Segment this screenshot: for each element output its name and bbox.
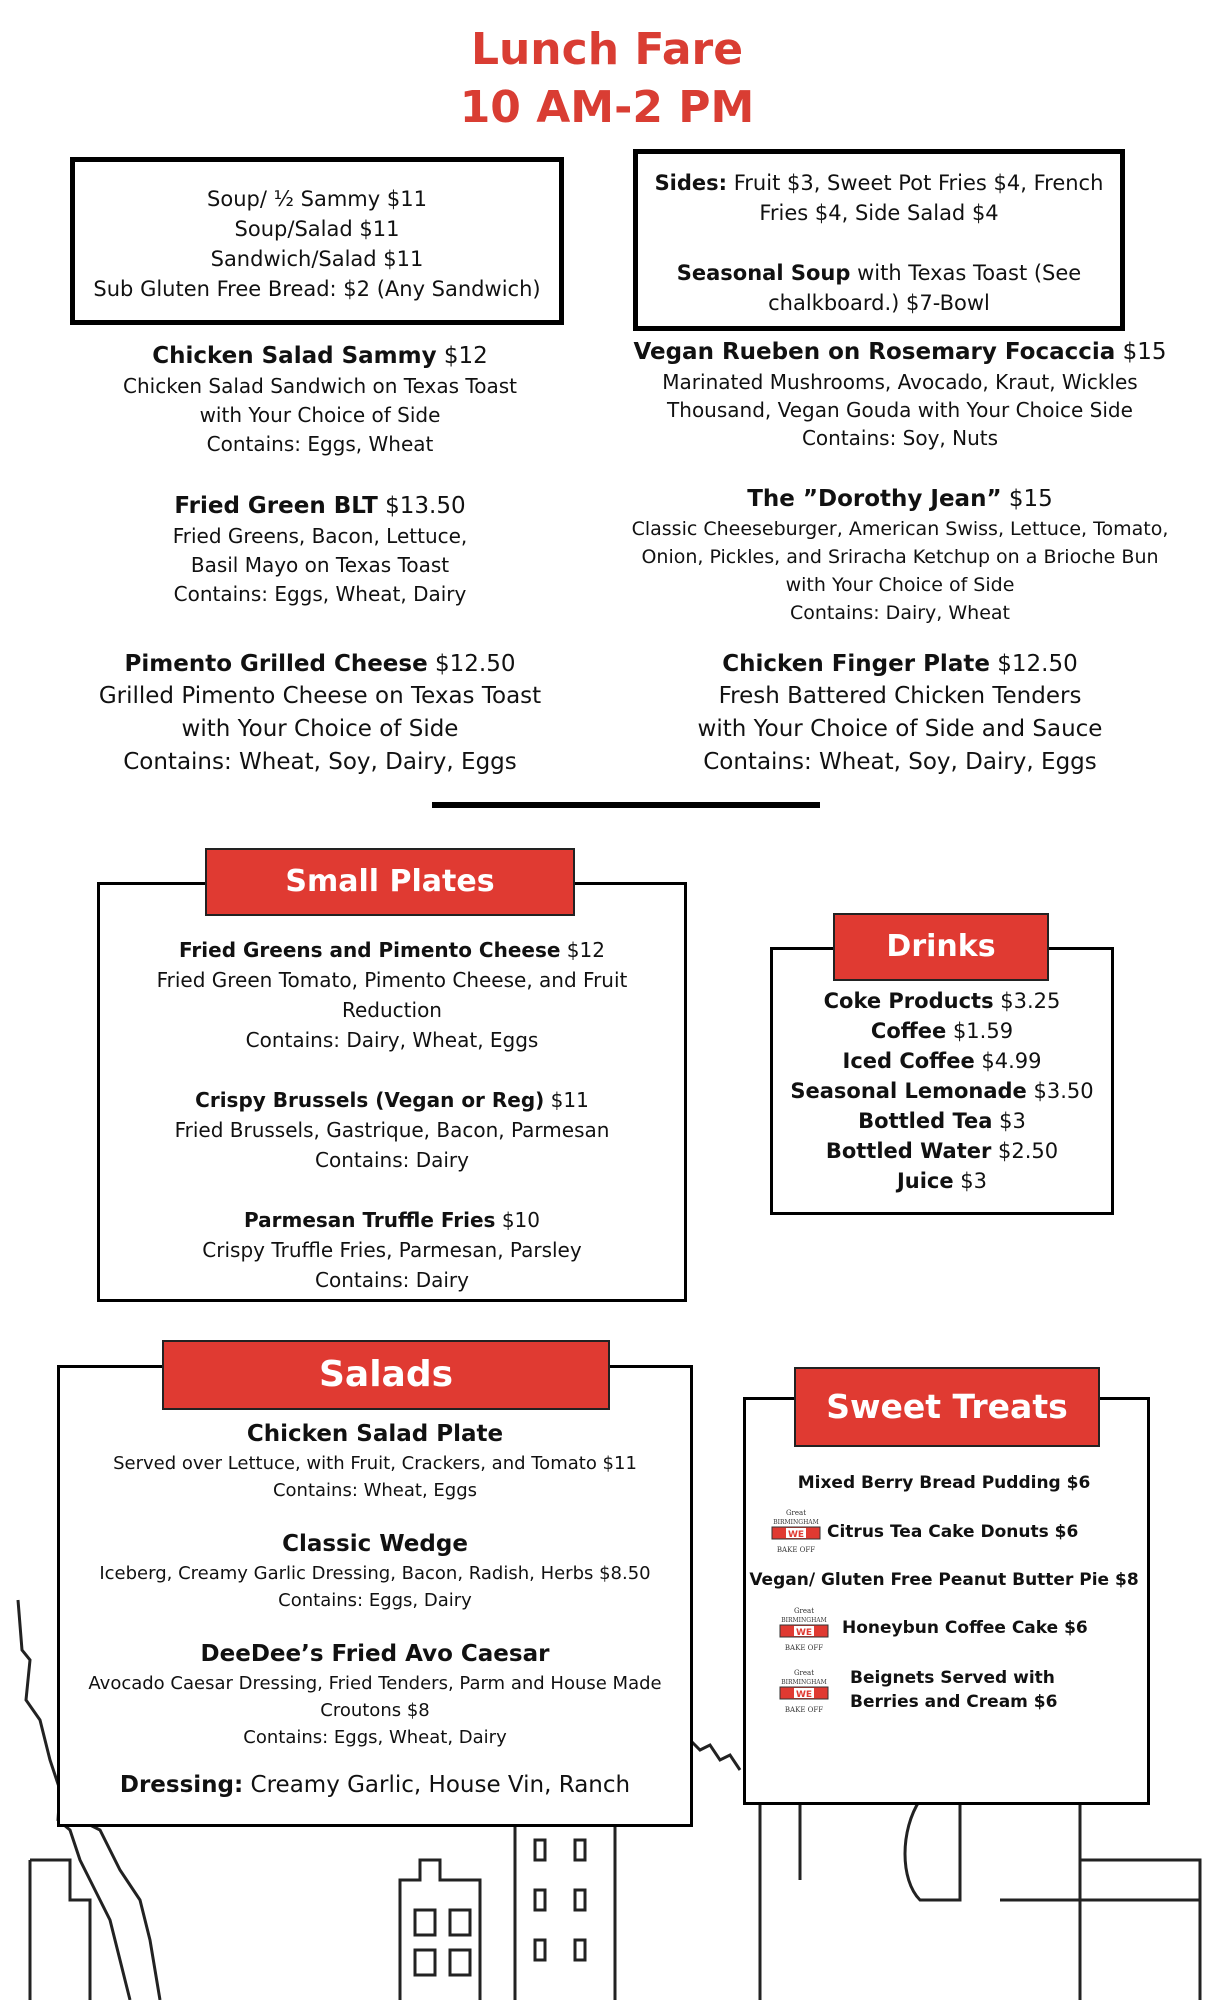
item-price: $11 bbox=[544, 1088, 589, 1112]
seasonal-soup-text: with Texas Toast (See chalkboard.) $7-Bowl bbox=[768, 261, 1082, 315]
treat-item: Citrus Tea Cake Donuts $6 bbox=[827, 1522, 1079, 1542]
logo-badge: WE bbox=[795, 1690, 813, 1700]
logo-text-top: Great bbox=[785, 1509, 807, 1517]
item-allergens: Contains: Dairy bbox=[315, 1148, 469, 1172]
item-name: The ”Dorothy Jean” bbox=[747, 486, 1002, 512]
item-price: $12 bbox=[560, 938, 605, 962]
logo-text-top: Great bbox=[793, 1607, 815, 1615]
dressing-label: Dressing: bbox=[119, 1772, 244, 1798]
bake-off-logo bbox=[764, 1508, 828, 1558]
item-allergens: Contains: Wheat, Soy, Dairy, Eggs bbox=[123, 749, 517, 775]
logo-badge: WE bbox=[787, 1530, 805, 1540]
drink-item bbox=[773, 1076, 1111, 1106]
treat-item: Vegan/ Gluten Free Peanut Butter Pie $8 bbox=[749, 1570, 1139, 1590]
item-price: $15 bbox=[1001, 486, 1053, 512]
menu-item-pimento-grilled-cheese bbox=[60, 648, 580, 779]
logo-text-bottom: BAKE OFF bbox=[784, 1706, 824, 1714]
item-name: Vegan Rueben on Rosemary Focaccia bbox=[633, 339, 1116, 365]
item-price: $12 bbox=[436, 343, 488, 369]
salads-title: Salads bbox=[162, 1340, 610, 1410]
seasonal-soup-label: Seasonal Soup bbox=[676, 261, 851, 285]
sides-label: Sides: bbox=[654, 171, 728, 195]
small-plate-item bbox=[100, 935, 684, 1055]
treat-item bbox=[850, 1666, 1057, 1714]
item-name: Crispy Brussels (Vegan or Reg) bbox=[195, 1088, 545, 1112]
item-allergens: Contains: Eggs, Wheat bbox=[206, 432, 434, 456]
bake-off-logo bbox=[772, 1606, 836, 1656]
menu-item-vegan-rueben bbox=[620, 336, 1180, 452]
sweet-treats-section bbox=[743, 1397, 1150, 1805]
item-name: DeeDee’s Fried Avo Caesar bbox=[200, 1641, 550, 1667]
drinks-section bbox=[770, 947, 1114, 1215]
item-description: Classic Cheeseburger, American Swiss, Lettuce, Tomato, bbox=[631, 518, 1169, 540]
item-description: Croutons $8 bbox=[320, 1700, 430, 1721]
item-description: Crispy Truffle Fries, Parmesan, Parsley bbox=[202, 1238, 582, 1262]
logo-text-bottom: BAKE OFF bbox=[784, 1644, 824, 1652]
item-description: Iceberg, Creamy Garlic Dressing, Bacon, Radish, Herbs $8.50 bbox=[99, 1563, 651, 1584]
drink-item bbox=[773, 1136, 1111, 1166]
item-name: Chicken Salad Sammy bbox=[152, 343, 437, 369]
drink-name: Bottled Tea bbox=[858, 1109, 993, 1133]
drink-item bbox=[773, 1106, 1111, 1136]
drink-name: Coffee bbox=[870, 1019, 947, 1043]
small-plate-item bbox=[100, 1205, 684, 1295]
item-description: with Your Choice of Side and Sauce bbox=[697, 716, 1103, 742]
item-price: $15 bbox=[1115, 339, 1167, 365]
menu-item-chicken-salad-sammy bbox=[70, 340, 570, 459]
item-name: Classic Wedge bbox=[282, 1531, 468, 1557]
item-allergens: Contains: Dairy bbox=[315, 1268, 469, 1292]
combo-line: Soup/ ½ Sammy $11 bbox=[207, 187, 427, 211]
small-plate-item bbox=[100, 1085, 684, 1175]
logo-text-middle: BIRMINGHAM bbox=[781, 1679, 827, 1686]
drink-price: $3.50 bbox=[1026, 1079, 1094, 1103]
section-divider bbox=[432, 802, 820, 808]
item-description: Reduction bbox=[342, 998, 442, 1022]
item-price: $10 bbox=[495, 1208, 540, 1232]
item-allergens: Contains: Eggs, Wheat, Dairy bbox=[173, 582, 467, 606]
item-name: Fried Greens and Pimento Cheese bbox=[179, 938, 561, 962]
drink-name: Seasonal Lemonade bbox=[790, 1079, 1027, 1103]
salad-item bbox=[60, 1638, 690, 1751]
sides-text: Fruit $3, Sweet Pot Fries $4, French Fries $4, Side Salad $4 bbox=[727, 171, 1104, 225]
logo-text-top: Great bbox=[793, 1669, 815, 1677]
item-description: Fried Greens, Bacon, Lettuce, bbox=[172, 524, 468, 548]
drink-price: $3 bbox=[953, 1169, 988, 1193]
treat-name: Berries and Cream $6 bbox=[850, 1692, 1058, 1712]
item-allergens: Contains: Dairy, Wheat bbox=[790, 602, 1010, 624]
drink-price: $4.99 bbox=[974, 1049, 1042, 1073]
drink-price: $3.25 bbox=[993, 989, 1061, 1013]
item-description: Marinated Mushrooms, Avocado, Kraut, Wickles bbox=[662, 370, 1138, 394]
item-description: Served over Lettuce, with Fruit, Crackers, and Tomato $11 bbox=[113, 1453, 637, 1474]
drink-item bbox=[773, 1016, 1111, 1046]
small-plates-title: Small Plates bbox=[205, 848, 575, 916]
salad-item bbox=[60, 1528, 690, 1614]
item-name: Chicken Finger Plate bbox=[722, 651, 990, 677]
dressing-options bbox=[60, 1769, 690, 1801]
item-allergens: Contains: Wheat, Eggs bbox=[272, 1480, 478, 1501]
menu-item-fried-green-blt bbox=[70, 490, 570, 609]
item-description: Chicken Salad Sandwich on Texas Toast bbox=[123, 374, 517, 398]
logo-text-middle: BIRMINGHAM bbox=[773, 1519, 819, 1526]
sides-box bbox=[633, 149, 1125, 331]
item-description: Fried Green Tomato, Pimento Cheese, and Fruit bbox=[156, 968, 628, 992]
item-description: Avocado Caesar Dressing, Fried Tenders, Parm and House Made bbox=[88, 1673, 662, 1694]
treat-item: Mixed Berry Bread Pudding $6 bbox=[797, 1473, 1091, 1493]
drink-name: Iced Coffee bbox=[842, 1049, 975, 1073]
combo-line: Soup/Salad $11 bbox=[234, 217, 400, 241]
dressing-text: Creamy Garlic, House Vin, Ranch bbox=[243, 1772, 631, 1798]
bake-off-logo bbox=[772, 1668, 836, 1718]
item-name: Fried Green BLT bbox=[174, 493, 378, 519]
page-hours: 10 AM-2 PM bbox=[459, 82, 755, 133]
item-description: with Your Choice of Side bbox=[181, 716, 459, 742]
item-name: Chicken Salad Plate bbox=[246, 1421, 504, 1447]
logo-badge: WE bbox=[795, 1628, 813, 1638]
drink-name: Juice bbox=[896, 1169, 954, 1193]
drink-name: Coke Products bbox=[823, 989, 994, 1013]
logo-text-bottom: BAKE OFF bbox=[776, 1546, 816, 1554]
logo-text-middle: BIRMINGHAM bbox=[781, 1617, 827, 1624]
drinks-title: Drinks bbox=[833, 913, 1049, 981]
drink-name: Bottled Water bbox=[825, 1139, 992, 1163]
combo-line: Sub Gluten Free Bread: $2 (Any Sandwich) bbox=[93, 277, 541, 301]
item-price: $12.50 bbox=[989, 651, 1078, 677]
item-description: with Your Choice of Side bbox=[199, 403, 441, 427]
drink-price: $3 bbox=[992, 1109, 1026, 1133]
item-description: Onion, Pickles, and Sriracha Ketchup on a Brioche Bun bbox=[641, 546, 1159, 568]
item-name: Parmesan Truffle Fries bbox=[244, 1208, 496, 1232]
drink-price: $1.59 bbox=[946, 1019, 1014, 1043]
menu-item-chicken-finger-plate bbox=[640, 648, 1160, 779]
combo-box bbox=[70, 157, 564, 325]
item-allergens: Contains: Soy, Nuts bbox=[801, 426, 999, 450]
item-allergens: Contains: Wheat, Soy, Dairy, Eggs bbox=[703, 749, 1097, 775]
salad-item bbox=[60, 1418, 690, 1504]
sweet-treats-title: Sweet Treats bbox=[794, 1367, 1100, 1447]
bake-off-logo-icon bbox=[764, 1508, 828, 1558]
item-price: $13.50 bbox=[377, 493, 466, 519]
page-title: Lunch Fare bbox=[470, 24, 744, 75]
item-description: with Your Choice of Side bbox=[785, 574, 1015, 596]
bake-off-logo-icon bbox=[772, 1668, 836, 1718]
menu-item-dorothy-jean bbox=[610, 483, 1190, 627]
bake-off-logo-icon bbox=[772, 1606, 836, 1656]
item-name: Pimento Grilled Cheese bbox=[124, 651, 428, 677]
drink-price: $2.50 bbox=[991, 1139, 1059, 1163]
drink-item bbox=[773, 1046, 1111, 1076]
salads-section bbox=[57, 1365, 693, 1827]
item-allergens: Contains: Dairy, Wheat, Eggs bbox=[245, 1028, 539, 1052]
item-allergens: Contains: Eggs, Dairy bbox=[278, 1590, 472, 1611]
item-description: Fresh Battered Chicken Tenders bbox=[718, 683, 1082, 709]
item-description: Grilled Pimento Cheese on Texas Toast bbox=[98, 683, 542, 709]
treat-item: Honeybun Coffee Cake $6 bbox=[842, 1618, 1088, 1638]
combo-line: Sandwich/Salad $11 bbox=[210, 247, 424, 271]
drink-item bbox=[773, 986, 1111, 1016]
drink-item bbox=[773, 1166, 1111, 1196]
item-description: Basil Mayo on Texas Toast bbox=[190, 553, 450, 577]
treat-name: Beignets Served with bbox=[850, 1668, 1055, 1688]
item-price: $12.50 bbox=[427, 651, 516, 677]
item-description: Thousand, Vegan Gouda with Your Choice Side bbox=[667, 398, 1133, 422]
item-allergens: Contains: Eggs, Wheat, Dairy bbox=[243, 1727, 507, 1748]
small-plates-section bbox=[97, 882, 687, 1302]
item-description: Fried Brussels, Gastrique, Bacon, Parmesan bbox=[174, 1118, 610, 1142]
